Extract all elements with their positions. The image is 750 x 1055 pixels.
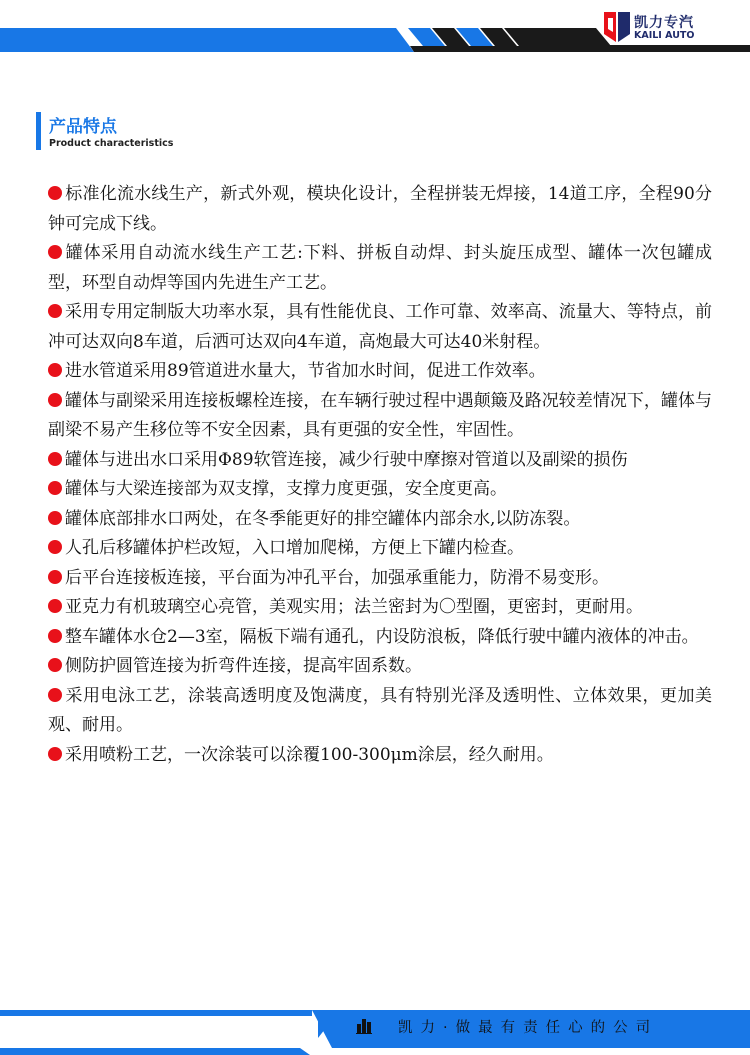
- brand-name-en: KAILI AUTO: [634, 30, 695, 41]
- feature-item: [48, 505, 712, 535]
- bullet-dot-icon: [48, 245, 62, 259]
- feature-text: 罐体与副梁采用连接板螺栓连接，在车辆行驶过程中遇颠簸及路况较差情况下，罐体与副梁不易产生移位等不安全因素，具有更强的安全性，牢固性。: [48, 390, 712, 440]
- bullet-dot-icon: [48, 658, 62, 672]
- bullet-dot-icon: [48, 629, 62, 643]
- bullet-dot-icon: [48, 511, 62, 525]
- bullet-dot-icon: [48, 747, 62, 761]
- brand-logo: [604, 12, 744, 46]
- feature-text: 亚克力有机玻璃空心亮管，美观实用；法兰密封为〇型圈，更密封，更耐用。: [65, 597, 643, 617]
- bullet-dot-icon: [48, 304, 62, 318]
- section-title-bar: [36, 112, 41, 150]
- feature-text: 人孔后移罐体护栏改短，入口增加爬梯，方便上下罐内检查。: [65, 538, 524, 558]
- section-title: 产品特点: [49, 117, 117, 137]
- feature-text: 标准化流水线生产，新式外观，模块化设计，全程拼装无焊接，14道工序，全程90分钟可完成下线。: [48, 184, 712, 234]
- feature-item: [48, 239, 712, 298]
- feature-text: 采用电泳工艺，涂装高透明度及饱满度，具有特别光泽及透明性、立体效果，更加美观、耐用。: [48, 685, 712, 735]
- feature-text: 采用喷粉工艺，一次涂装可以涂覆100-300μm涂层，经久耐用。: [65, 744, 554, 765]
- bullet-dot-icon: [48, 452, 62, 466]
- feature-text: 后平台连接板连接，平台面为冲孔平台，加强承重能力，防滑不易变形。: [65, 567, 609, 588]
- section-subtitle: Product characteristics: [49, 138, 174, 149]
- bullet-dot-icon: [48, 540, 62, 554]
- feature-item: [48, 446, 712, 476]
- feature-item: [48, 564, 712, 594]
- bullet-dot-icon: [48, 393, 62, 407]
- feature-item: [48, 593, 712, 623]
- building-icon: [356, 1018, 372, 1034]
- bullet-dot-icon: [48, 688, 62, 702]
- feature-text: 整车罐体水仓2—3室，隔板下端有通孔，内设防浪板，降低行驶中罐内液体的冲击。: [65, 626, 699, 647]
- brand-name-cn: 凯力专汽: [634, 15, 694, 31]
- feature-text: 罐体与进出水口采用Φ89软管连接，减少行驶中摩擦对管道以及副梁的损伤: [65, 449, 628, 470]
- feature-item: [48, 298, 712, 357]
- bullet-dot-icon: [48, 570, 62, 584]
- feature-item: [48, 652, 712, 682]
- bullet-dot-icon: [48, 363, 62, 377]
- bullet-dot-icon: [48, 481, 62, 495]
- feature-item: [48, 180, 712, 239]
- feature-item: [48, 623, 712, 653]
- feature-text: 罐体底部排水口两处，在冬季能更好的排空罐体内部余水,以防冻裂。: [65, 508, 581, 529]
- feature-item: [48, 534, 712, 564]
- bullet-dot-icon: [48, 186, 62, 200]
- footer-slogan: 凯力·做最有责任心的公司: [398, 1020, 659, 1036]
- feature-item: [48, 741, 712, 771]
- feature-list: [48, 180, 712, 770]
- feature-item: [48, 475, 712, 505]
- feature-text: 进水管道采用89管道进水量大，节省加水时间，促进工作效率。: [65, 361, 546, 381]
- kaili-logo-icon: [604, 12, 630, 42]
- feature-text: 采用专用定制版大功率水泵，具有性能优良、工作可靠、效率高、流量大、等特点，前冲可达双向8车道，后洒可达双向4车道，高炮最大可达40米射程。: [48, 302, 712, 352]
- feature-item: [48, 682, 712, 741]
- feature-text: 罐体采用自动流水线生产工艺:下料、拼板自动焊、封头旋压成型、罐体一次包罐成型，环型自动焊等国内先进生产工艺。: [48, 243, 712, 293]
- bullet-dot-icon: [48, 599, 62, 613]
- feature-text: 侧防护圆管连接为折弯件连接，提高牢固系数。: [65, 656, 422, 676]
- feature-item: [48, 387, 712, 446]
- feature-text: 罐体与大梁连接部为双支撑，支撑力度更强，安全度更高。: [65, 479, 507, 499]
- feature-item: [48, 357, 712, 387]
